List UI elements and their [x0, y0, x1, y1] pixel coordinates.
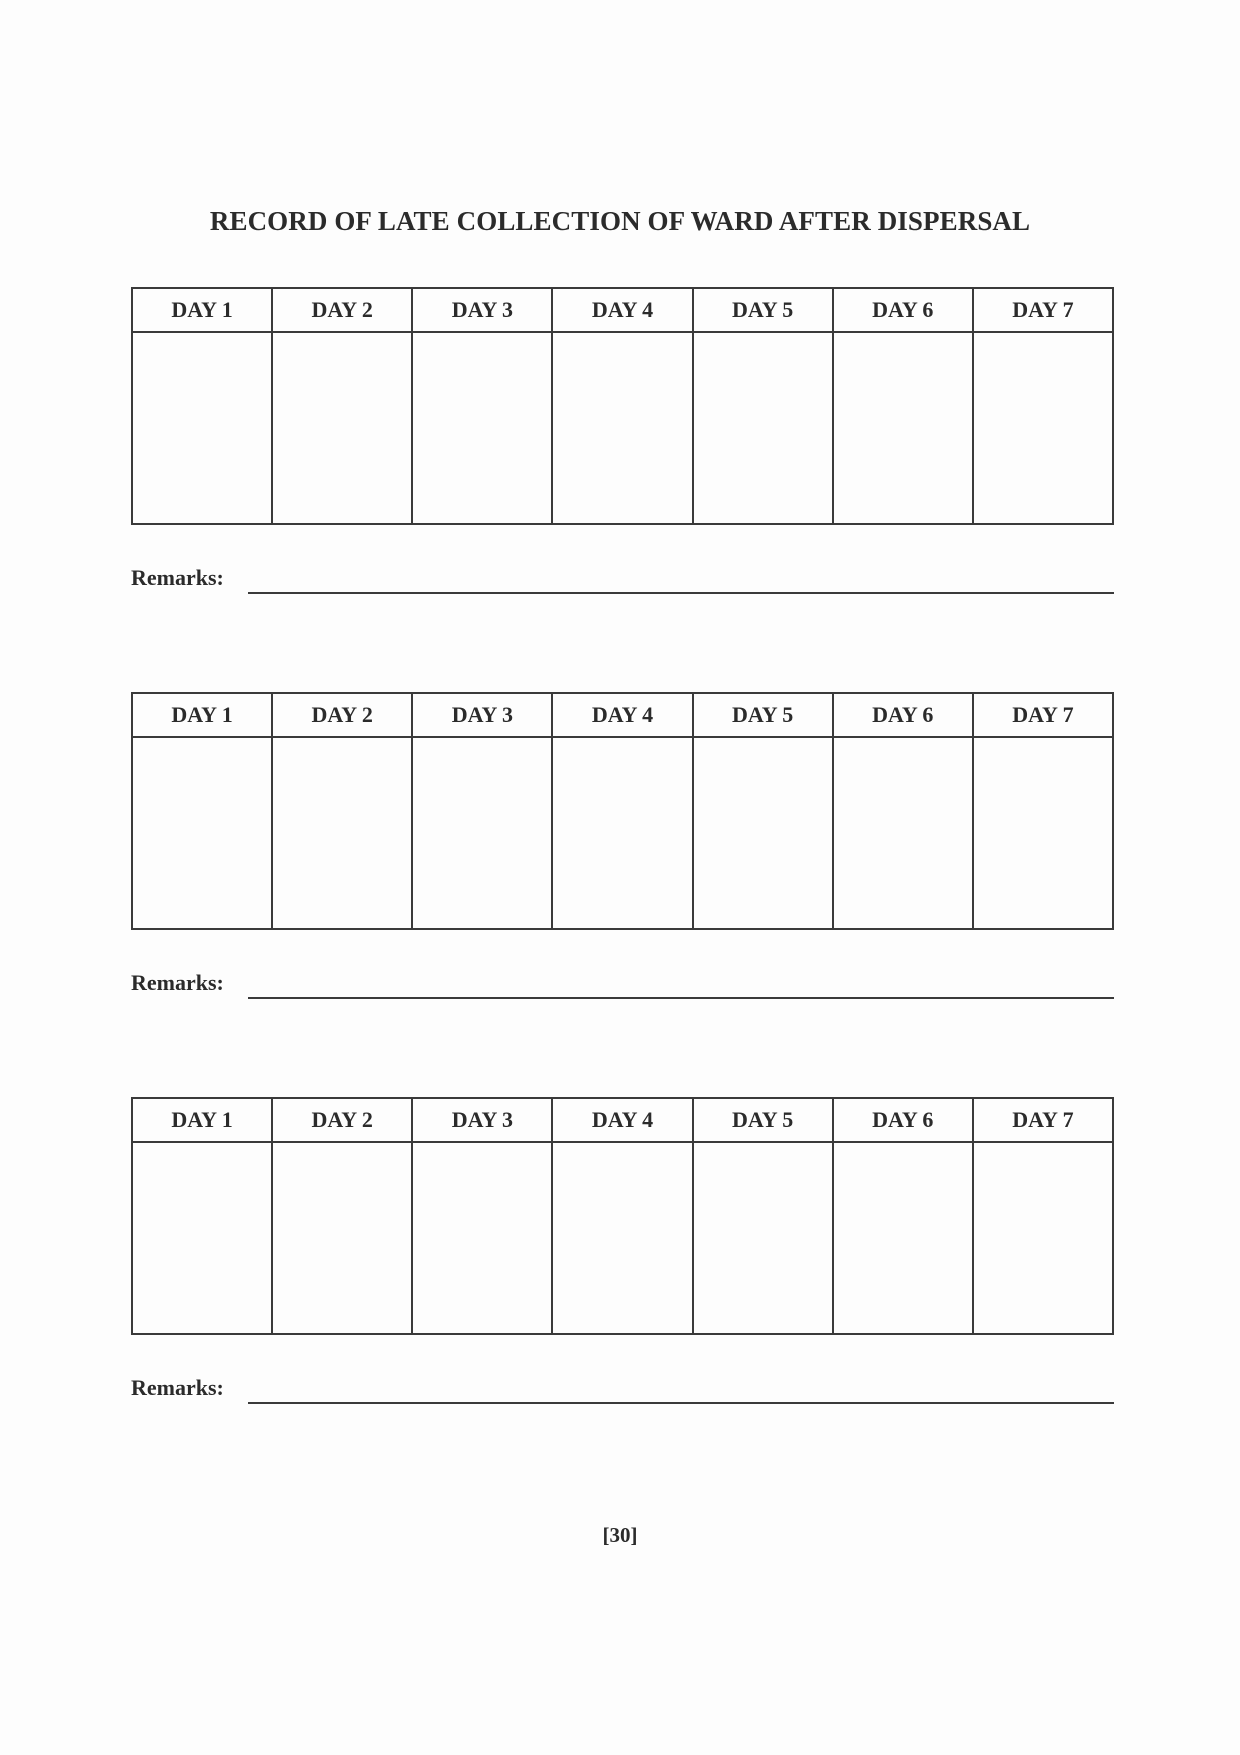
day-entry-cell[interactable]	[552, 332, 692, 524]
day-header: DAY 3	[412, 288, 552, 332]
day-header: DAY 4	[552, 1098, 692, 1142]
page-title: RECORD OF LATE COLLECTION OF WARD AFTER DISPERSAL	[209, 206, 1031, 236]
remarks-row	[131, 565, 1114, 595]
day-header: DAY 2	[272, 288, 412, 332]
day-header: DAY 4	[552, 288, 692, 332]
day-entry-cell[interactable]	[693, 332, 833, 524]
day-entry-cell[interactable]	[272, 737, 412, 929]
remarks-line[interactable]	[248, 997, 1114, 999]
record-section-1	[131, 287, 1114, 595]
day-entry-cell[interactable]	[132, 737, 272, 929]
remarks-line[interactable]	[248, 592, 1114, 594]
day-table	[131, 1097, 1114, 1335]
day-entry-cell[interactable]	[412, 332, 552, 524]
record-section-2	[131, 692, 1114, 1000]
day-entry-cell[interactable]	[552, 737, 692, 929]
day-entry-cell[interactable]	[412, 737, 552, 929]
day-header: DAY 3	[412, 693, 552, 737]
day-header: DAY 6	[833, 1098, 973, 1142]
remarks-line[interactable]	[248, 1402, 1114, 1404]
day-entry-cell[interactable]	[833, 1142, 973, 1334]
day-header: DAY 4	[552, 693, 692, 737]
day-entry-cell[interactable]	[272, 1142, 412, 1334]
day-entry-cell[interactable]	[552, 1142, 692, 1334]
page-number: [30]	[602, 1523, 638, 1547]
day-entry-cell[interactable]	[833, 332, 973, 524]
day-header: DAY 7	[973, 288, 1113, 332]
remarks-label: Remarks:	[131, 1375, 224, 1400]
day-header: DAY 3	[412, 1098, 552, 1142]
day-header: DAY 7	[973, 693, 1113, 737]
day-header: DAY 6	[833, 288, 973, 332]
day-header-row	[132, 1098, 1113, 1142]
day-entry-cell[interactable]	[693, 737, 833, 929]
day-entry-cell[interactable]	[973, 1142, 1113, 1334]
remarks-label: Remarks:	[131, 970, 224, 995]
day-header: DAY 1	[132, 693, 272, 737]
day-header: DAY 5	[693, 288, 833, 332]
day-header: DAY 2	[272, 1098, 412, 1142]
day-table	[131, 287, 1114, 525]
day-entry-row	[132, 1142, 1113, 1334]
remarks-label: Remarks:	[131, 565, 224, 590]
day-entry-cell[interactable]	[973, 332, 1113, 524]
day-header-row	[132, 693, 1113, 737]
day-header: DAY 6	[833, 693, 973, 737]
day-entry-cell[interactable]	[833, 737, 973, 929]
day-entry-cell[interactable]	[132, 1142, 272, 1334]
day-header: DAY 5	[693, 693, 833, 737]
record-section-3	[131, 1097, 1114, 1405]
day-entry-cell[interactable]	[412, 1142, 552, 1334]
remarks-row	[131, 970, 1114, 1000]
day-entry-cell[interactable]	[272, 332, 412, 524]
day-header: DAY 7	[973, 1098, 1113, 1142]
day-header: DAY 2	[272, 693, 412, 737]
day-header: DAY 1	[132, 288, 272, 332]
day-header: DAY 1	[132, 1098, 272, 1142]
day-table	[131, 692, 1114, 930]
day-entry-row	[132, 737, 1113, 929]
day-header-row	[132, 288, 1113, 332]
day-entry-row	[132, 332, 1113, 524]
remarks-row	[131, 1375, 1114, 1405]
day-entry-cell[interactable]	[132, 332, 272, 524]
day-entry-cell[interactable]	[693, 1142, 833, 1334]
day-entry-cell[interactable]	[973, 737, 1113, 929]
day-header: DAY 5	[693, 1098, 833, 1142]
